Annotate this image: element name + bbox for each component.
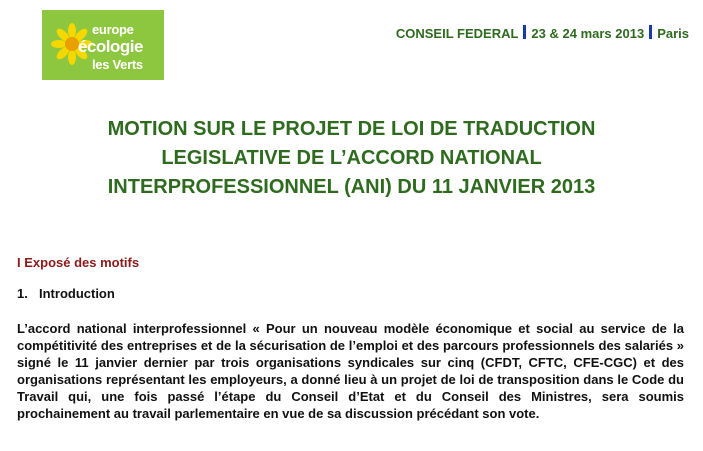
subsection-title: Introduction	[39, 286, 115, 301]
separator-bar	[523, 25, 526, 39]
subsection-number: 1.	[17, 286, 28, 301]
event-city: Paris	[657, 26, 689, 41]
subsection-heading	[17, 286, 115, 301]
title-line-3: INTERPROFESSIONNEL (ANI) DU 11 JANVIER 2013	[107, 176, 596, 198]
title-line-2: LEGISLATIVE DE L’ACCORD NATIONAL	[161, 147, 542, 169]
document-title	[20, 115, 683, 202]
logo-line-ecologie: écologie	[78, 37, 143, 56]
separator-bar	[649, 25, 652, 39]
section-heading: I Exposé des motifs	[17, 255, 140, 270]
event-header	[396, 25, 689, 41]
logo-line-europe: europe	[92, 22, 134, 37]
event-name: CONSEIL FEDERAL	[395, 26, 519, 41]
europe-ecologie-les-verts-logo	[42, 10, 164, 80]
introduction-paragraph: L’accord national interprofessionnel « Pour un nouveau modèle économique et social au service de la compétitivité des entreprises et de la sécurisation de l’emploi et des parcours professionnels des salariés » signé le 11 janvier dernier par trois organisations syndicales sur cinq (CFDT, CFTC, CFE-CGC) et des organisations représentant les employeurs, a donné lieu à un projet de loi de transposition dans le Code du Travail qui, une fois passé l’étape du Conseil d’Etat et du Conseil des Ministres, sera soumis prochainement au travail parlementaire en vue de sa discussion précédant son vote.	[17, 321, 684, 421]
title-line-1: MOTION SUR LE PROJET DE LOI DE TRADUCTION	[107, 118, 596, 140]
logo-line-les-verts: les Verts	[92, 57, 143, 72]
event-dates: 23 & 24 mars 2013	[531, 26, 645, 41]
